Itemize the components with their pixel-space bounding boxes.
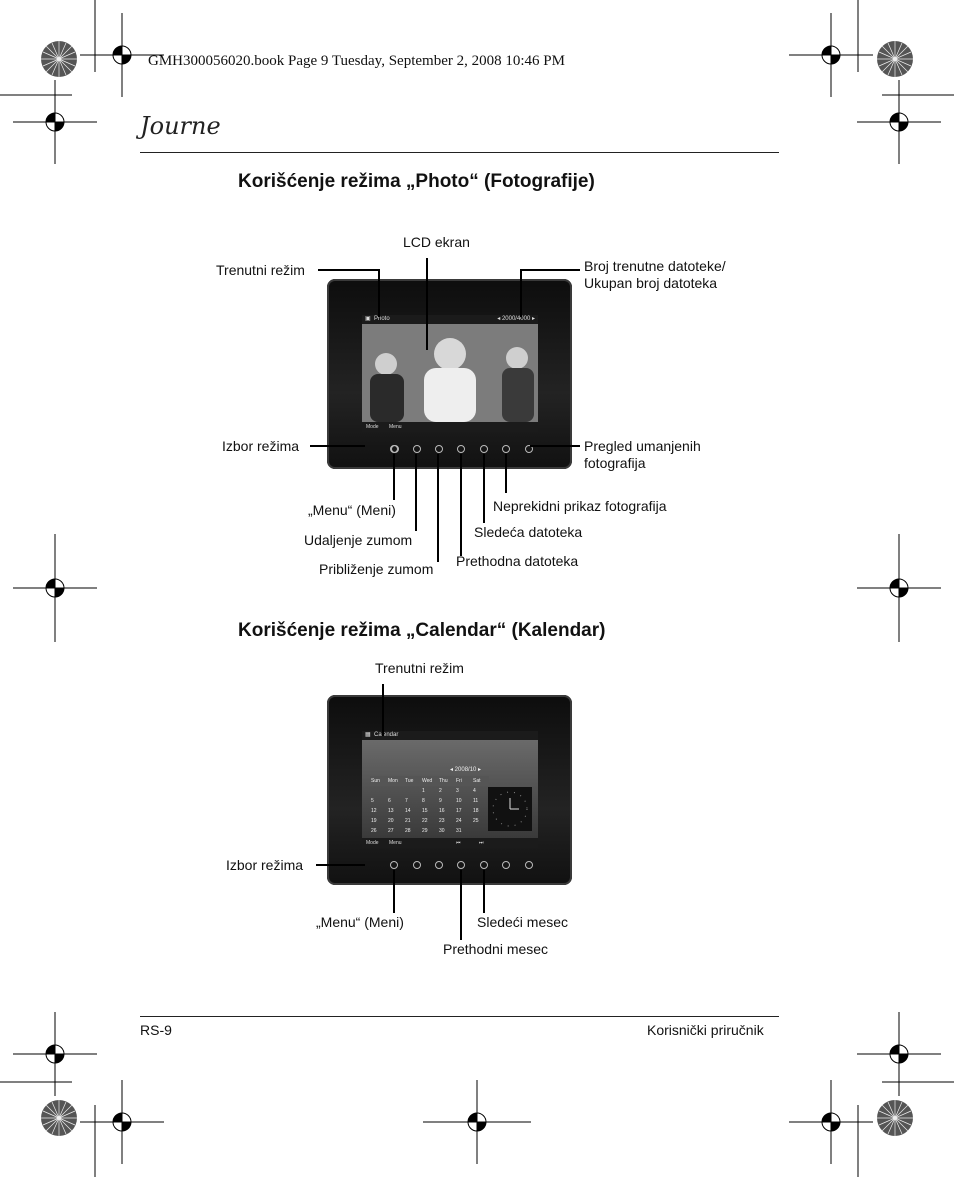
day-cell: 25 [473, 818, 479, 824]
day-cell: 23 [439, 818, 445, 824]
label-cal-menu: „Menu“ (Meni) [316, 914, 404, 930]
label-cal-current-mode: Trenutni režim [375, 660, 464, 676]
brand-logo: Journe [140, 112, 221, 140]
next-month-icon: ⏭ [479, 840, 484, 846]
manual-title: Korisnički priručnik [647, 1022, 764, 1038]
label-prev-file: Prethodna datoteka [456, 553, 579, 569]
day-cell: 19 [371, 818, 377, 824]
day-cell: 15 [422, 808, 428, 814]
day-cell: 4 [473, 788, 476, 794]
photo-bar-mode: Mode [366, 424, 379, 430]
weekday: Sat [473, 778, 481, 784]
label-cal-next-month: Sledeći mesec [477, 914, 569, 930]
label-thumbnails-1: Pregled umanjenih [584, 438, 701, 454]
label-cal-mode-select: Izbor režima [226, 857, 304, 873]
label-next-file: Sledeća datoteka [474, 524, 583, 540]
day-cell: 5 [371, 798, 374, 804]
day-cell: 24 [456, 818, 462, 824]
photo-screen-counter: ◂ 2000/4000 ▸ [497, 316, 535, 322]
day-cell: 6 [388, 798, 391, 804]
calendar-bar-menu: Menu [389, 840, 402, 846]
label-lcd-screen: LCD ekran [403, 234, 470, 250]
day-cell: 16 [439, 808, 445, 814]
prev-month-icon: ⏮ [456, 840, 461, 846]
weekday: Sun [371, 778, 380, 784]
weekday: Wed [422, 778, 433, 784]
book-header-note: GMH300056020.book Page 9 Tuesday, September 2, 2008 10:46 PM [148, 53, 565, 69]
day-cell: 20 [388, 818, 394, 824]
day-cell: 11 [473, 798, 479, 804]
day-cell: 3 [456, 788, 459, 794]
weekday: Fri [456, 778, 462, 784]
label-file-count-2: Ukupan broj datoteka [584, 275, 718, 291]
day-cell: 10 [456, 798, 462, 804]
label-zoom-in: Približenje zumom [319, 561, 434, 577]
weekday: Thu [439, 778, 448, 784]
label-thumbnails-2: fotografija [584, 455, 646, 471]
day-cell: 13 [388, 808, 394, 814]
day-cell: 31 [456, 828, 462, 834]
weekday: Tue [405, 778, 414, 784]
day-cell: 17 [456, 808, 462, 814]
day-cell: 7 [405, 798, 408, 804]
day-cell: 12 [371, 808, 377, 814]
day-cell: 1 [422, 788, 425, 794]
day-cell: 9 [439, 798, 442, 804]
day-cell: 14 [405, 808, 411, 814]
label-file-count-1: Broj trenutne datoteke/ [584, 258, 726, 274]
label-mode-select: Izbor režima [222, 438, 300, 454]
calendar-mode-icon: ▦ [365, 732, 371, 738]
day-cell: 2 [439, 788, 442, 794]
day-cell: 30 [439, 828, 445, 834]
photo-section-title: Korišćenje režima „Photo“ (Fotografije) [238, 171, 595, 192]
day-cell: 28 [405, 828, 411, 834]
weekday: Mon [388, 778, 398, 784]
calendar-bar-mode: Mode [366, 840, 379, 846]
day-cell: 18 [473, 808, 479, 814]
calendar-section-title: Korišćenje režima „Calendar“ (Kalendar) [238, 620, 606, 641]
day-cell: 22 [422, 818, 428, 824]
label-cal-prev-month: Prethodni mesec [443, 941, 549, 957]
footer-rule [140, 1016, 779, 1017]
day-cell: 21 [405, 818, 411, 824]
calendar-screen-mode: Calendar [374, 732, 399, 738]
photo-screen-mode: Photo [374, 316, 390, 322]
label-slideshow: Neprekidni prikaz fotografija [493, 498, 667, 514]
day-cell: 29 [422, 828, 428, 834]
label-zoom-out: Udaljenje zumom [304, 532, 413, 548]
day-cell: 8 [422, 798, 425, 804]
calendar-month: ◂ 2008/10 ▸ [450, 767, 482, 773]
day-cell: 27 [388, 828, 394, 834]
label-current-mode: Trenutni režim [216, 262, 305, 278]
label-menu: „Menu“ (Meni) [308, 502, 396, 518]
photo-bar-menu: Menu [389, 424, 402, 430]
photo-mode-icon: ▣ [365, 316, 371, 322]
page-number: RS-9 [140, 1022, 172, 1038]
day-cell: 26 [371, 828, 377, 834]
